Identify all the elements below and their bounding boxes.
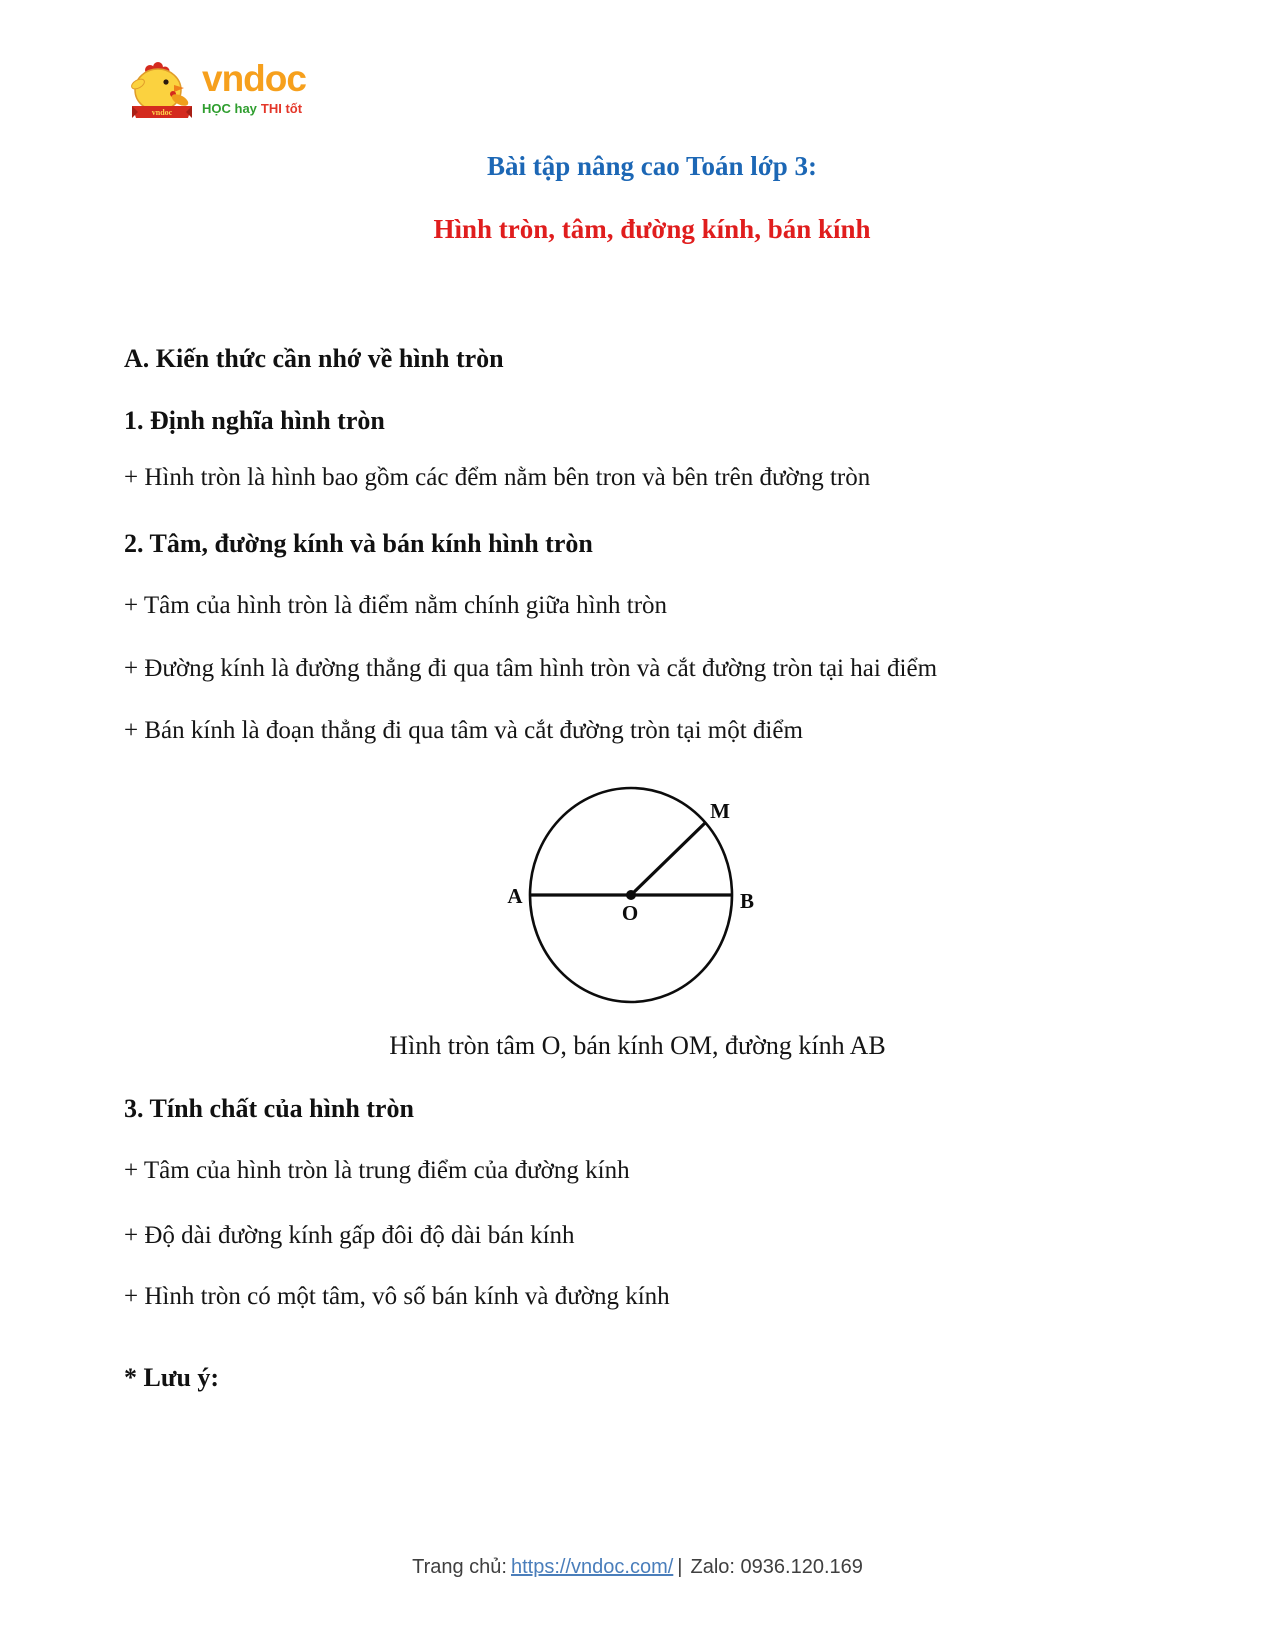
subsection-1-heading: 1. Định nghĩa hình tròn bbox=[124, 406, 385, 435]
vndoc-logo bbox=[128, 58, 306, 122]
footer-separator: | bbox=[677, 1556, 683, 1578]
footer-zalo: Zalo: 0936.120.169 bbox=[690, 1556, 863, 1578]
chicken-mascot-icon bbox=[128, 62, 196, 122]
footer-prefix: Trang chủ: bbox=[412, 1556, 507, 1578]
circle-figure bbox=[480, 765, 790, 1010]
definition-bullet: + Hình tròn là hình bao gồm các đểm nằm bên tron và bên trên đường tròn bbox=[124, 464, 871, 491]
subsection-3-heading: 3. Tính chất của hình tròn bbox=[124, 1094, 414, 1123]
label-point-b: B bbox=[739, 889, 755, 913]
one-center-bullet: + Hình tròn có một tâm, vô số bán kính và đường kính bbox=[124, 1283, 670, 1310]
center-bullet: + Tâm của hình tròn là điểm nằm chính giữa hình tròn bbox=[124, 592, 668, 619]
logo-tagline-green: HỌC hay bbox=[202, 101, 257, 117]
label-point-o: O bbox=[621, 901, 639, 925]
logo-brand-text: vndoc bbox=[202, 58, 306, 99]
page-title-line1: Bài tập nâng cao Toán lớp 3: bbox=[486, 151, 818, 181]
midpoint-bullet: + Tâm của hình tròn là trung điểm của đường kính bbox=[124, 1157, 630, 1184]
circle-diagram bbox=[480, 765, 790, 1010]
note-heading: * Lưu ý: bbox=[124, 1363, 220, 1392]
double-length-bullet: + Độ dài đường kính gấp đôi độ dài bán kính bbox=[124, 1222, 575, 1249]
logo-tagline-red: THI tốt bbox=[260, 101, 303, 117]
label-point-a: A bbox=[507, 884, 523, 908]
diameter-bullet: + Đường kính là đường thẳng đi qua tâm hình tròn và cắt đường tròn tại hai điểm bbox=[124, 655, 938, 682]
homepage-link[interactable]: https://vndoc.com/ bbox=[511, 1556, 674, 1578]
subsection-2-heading: 2. Tâm, đường kính và bán kính hình tròn bbox=[124, 529, 593, 558]
figure-caption: Hình tròn tâm O, bán kính OM, đường kính AB bbox=[389, 1031, 886, 1060]
radius-bullet: + Bán kính là đoạn thẳng đi qua tâm và cắt đường tròn tại một điểm bbox=[124, 717, 803, 744]
page-title-line2: Hình tròn, tâm, đường kính, bán kính bbox=[433, 214, 871, 244]
label-point-m: M bbox=[710, 799, 730, 823]
section-a-heading: A. Kiến thức cần nhớ về hình tròn bbox=[124, 344, 504, 373]
page-footer bbox=[0, 1556, 1275, 1579]
logo-banner-text: vndoc bbox=[151, 108, 173, 117]
logo-tagline bbox=[202, 101, 306, 116]
